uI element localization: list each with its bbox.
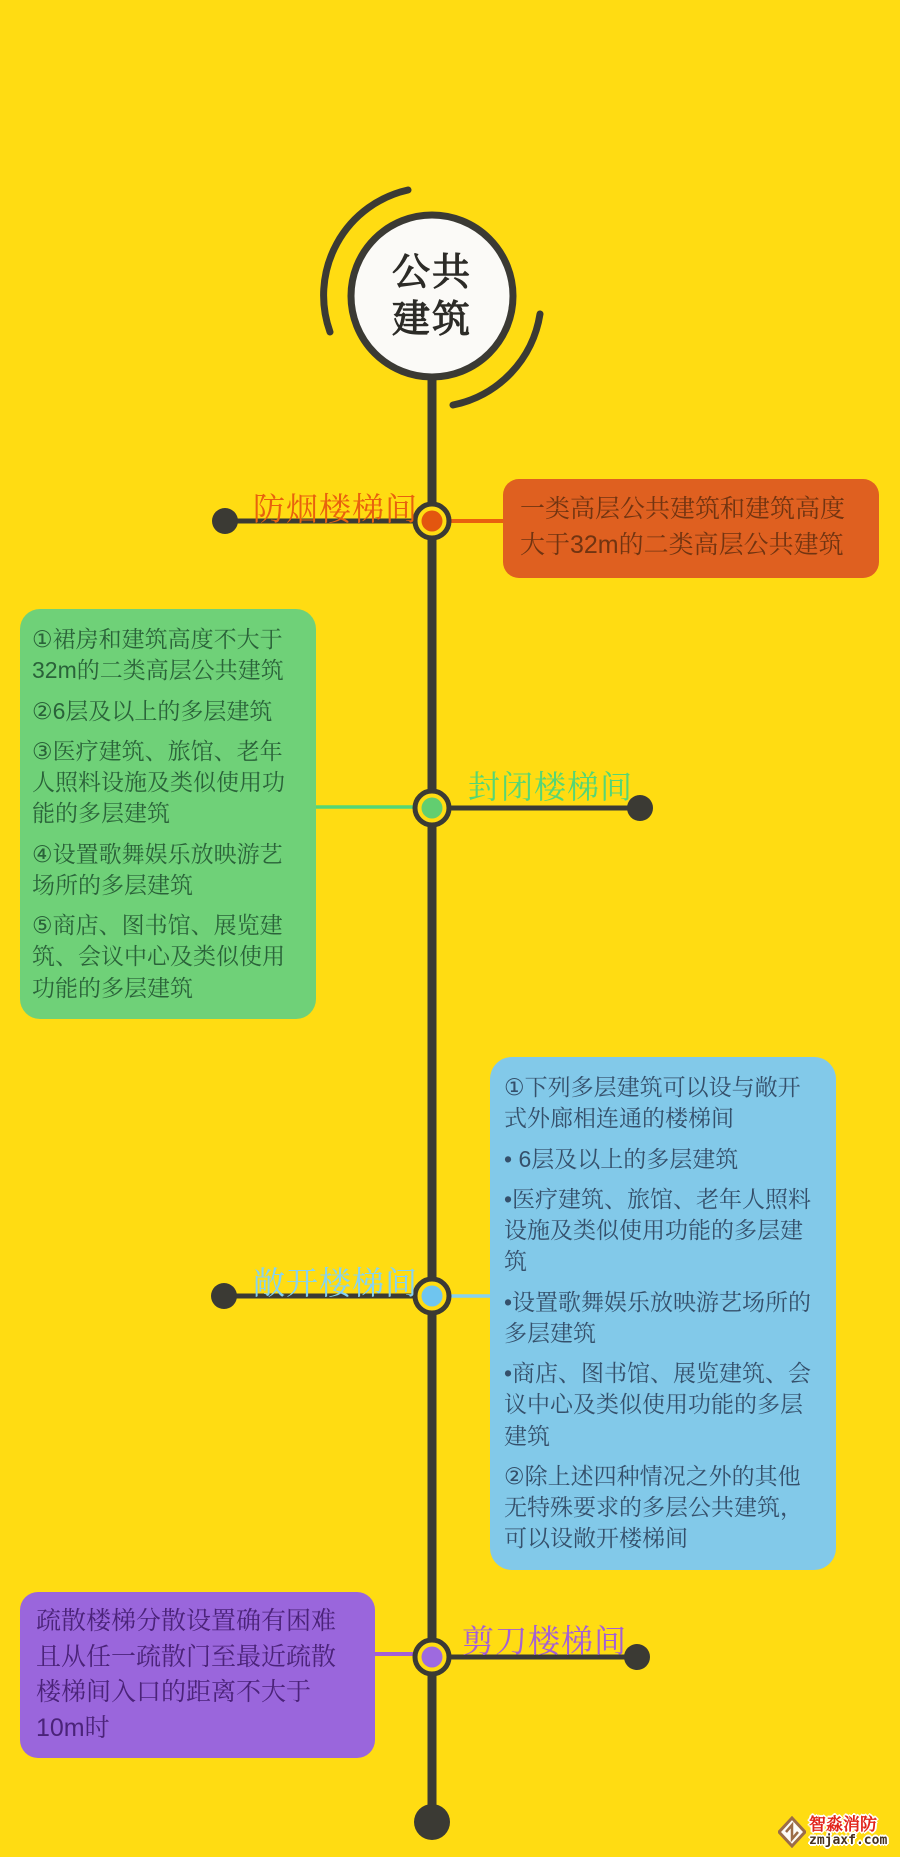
root-title-line2: 建筑 — [391, 299, 472, 342]
root-title-line1: 公共 — [391, 252, 472, 294]
enclosed-node-core — [422, 798, 443, 819]
enclosed-node — [415, 791, 449, 825]
branch-label-open-stair: 敞开楼梯间 — [252, 1265, 418, 1301]
open-detail-item: •设置歌舞娱乐放映游艺场所的多层建筑 — [504, 1288, 812, 1346]
open-node — [415, 1279, 449, 1313]
open-detail-item: ①下列多层建筑可以设与敞开式外廊相连通的楼梯间 — [504, 1074, 801, 1132]
smokeproof-detail-text: 一类高层公共建筑和建筑高度大于32m的二类高层公共建筑 — [520, 495, 846, 559]
open-detail-item: •医疗建筑、旅馆、老年人照料设施及类似使用功能的多层建筑 — [504, 1185, 812, 1275]
enclosed-detail-item: ①裙房和建筑高度不大于32m的二类高层公共建筑 — [32, 626, 284, 684]
scissor-detail-box — [20, 1592, 375, 1758]
open-detail-item: • 6层及以上的多层建筑 — [504, 1145, 739, 1172]
smokeproof-node-core — [422, 511, 443, 532]
open-detail-box — [490, 1057, 836, 1570]
watermark-brand: 智淼消防 — [809, 1815, 877, 1835]
watermark-text — [809, 1816, 887, 1847]
enclosed-detail-item: ⑤商店、图书馆、展览建筑、会议中心及类似使用功能的多层建筑 — [32, 912, 285, 1001]
open-detail-item: ②除上述四种情况之外的其他无特殊要求的多层公共建筑，可以设敞开楼梯间 — [504, 1462, 803, 1552]
enclosed-detail-item: ②6层及以上的多层建筑 — [32, 697, 273, 724]
trunk-end-dot — [414, 1804, 450, 1840]
smokeproof-detail-box — [503, 479, 879, 578]
branch-label-scissor-stair: 剪刀楼梯间 — [462, 1623, 628, 1659]
enclosed-detail-item: ③医疗建筑、旅馆、老年人照料设施及类似使用功能的多层建筑 — [32, 737, 285, 827]
scissor-branch-endpoint-dot — [624, 1644, 650, 1670]
watermark-logo-icon — [778, 1816, 806, 1848]
enclosed-detail-box — [20, 609, 316, 1019]
branch-label-smokeproof-stair: 防烟楼梯间 — [252, 491, 418, 527]
open-node-core — [422, 1286, 443, 1307]
smokeproof-node — [415, 504, 449, 538]
branch-label-enclosed-stair: 封闭楼梯间 — [468, 769, 634, 805]
watermark-site: zmjaxf.com — [809, 1833, 888, 1849]
scissor-node-core — [422, 1647, 443, 1668]
scissor-detail-text: 疏散楼梯分散设置确有困难且从任一疏散门至最近疏散楼梯间入口的距离不大于10m时 — [36, 1607, 337, 1742]
enclosed-detail-item: ④设置歌舞娱乐放映游艺场所的多层建筑 — [32, 840, 283, 898]
open-detail-item: •商店、图书馆、展览建筑、会议中心及类似使用功能的多层建筑 — [504, 1360, 812, 1449]
root-node-title — [352, 250, 512, 344]
watermark — [778, 1816, 887, 1848]
scissor-node — [415, 1640, 449, 1674]
